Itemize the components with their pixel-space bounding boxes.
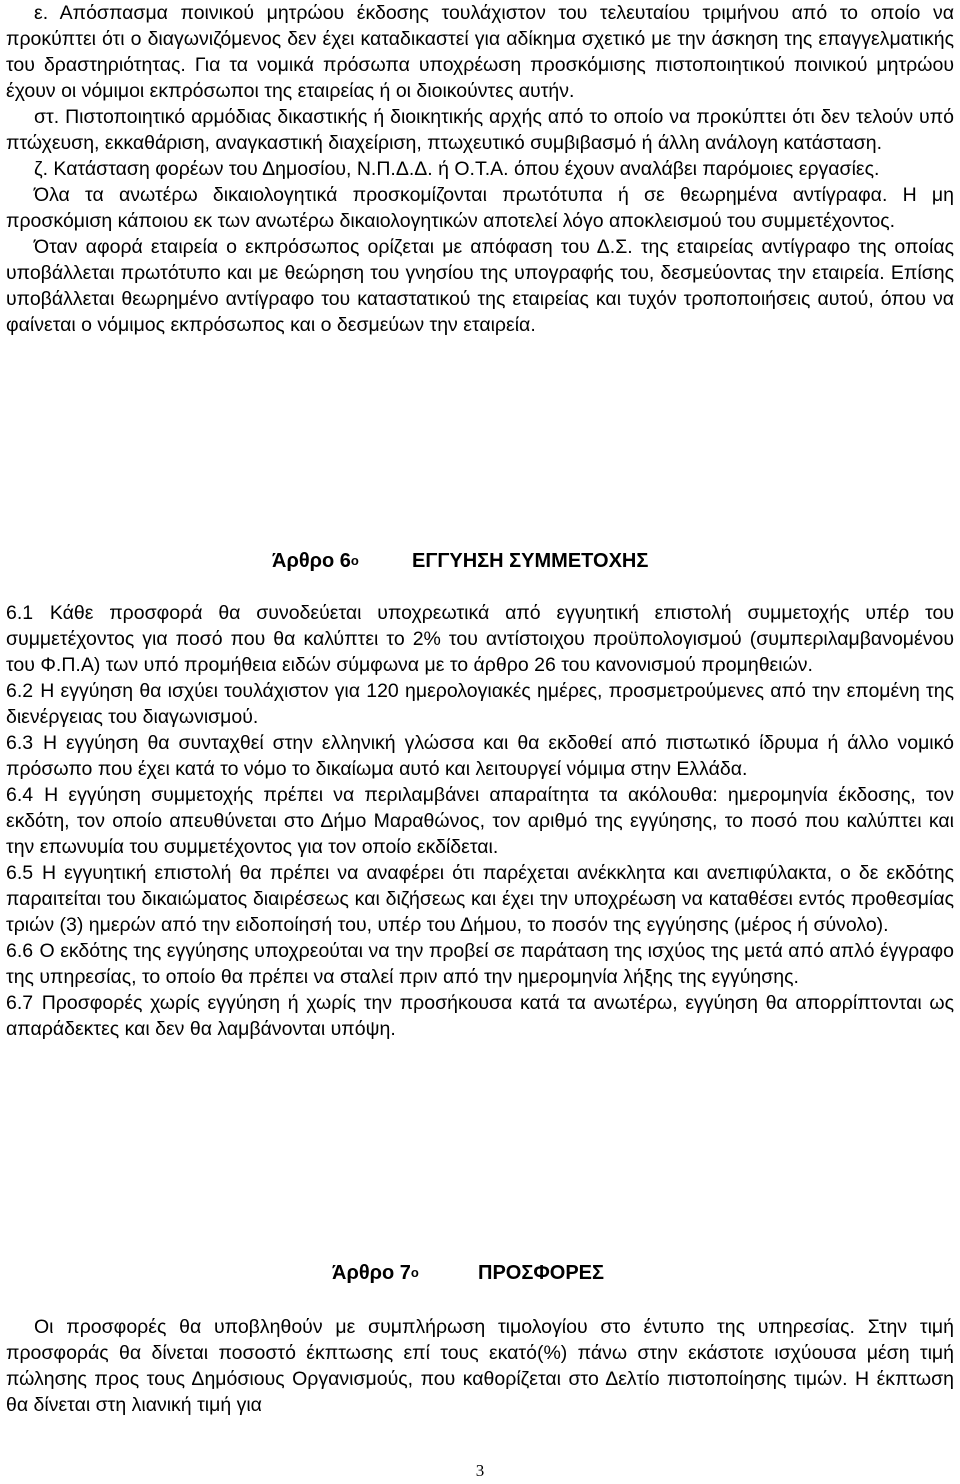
paragraph-z: ζ. Κατάσταση φορέων του Δημοσίου, Ν.Π.Δ.Δ. ή Ο.Τ.Α. όπου έχουν αναλάβει παρόμοιες εργασίες.	[34, 158, 880, 180]
article6-item: 6.7 Προσφορές χωρίς εγγύηση ή χωρίς την προσήκουσα κατά τα ανωτέρω, εγγύηση θα απορρίπτονται ως απαράδεκτες και δεν θα λαμβάνονται υπόψη.	[6, 992, 955, 1040]
article7-body	[6, 1314, 954, 1418]
paragraph-company: Όταν αφορά εταιρεία ο εκπρόσωπος ορίζεται με απόφαση του Δ.Σ. της εταιρείας αντίγραφο της οποίας υποβάλλεται πρωτότυπο και με θεώρηση του γνησίου της υπογραφής του, δεσμεύοντας την εταιρεία. Επίσης υποβάλλεται θεωρημένο αντίγραφο του καταστατικού της εταιρείας και τυχόν τροποποιήσεις αυτού, όπου να φαίνεται ο νόμιμος εκπρόσωπος και ο δεσμεύων την εταιρεία.	[6, 236, 954, 336]
article7-paragraph: Οι προσφορές θα υποβληθούν με συμπλήρωση τιμολογίου στο έντυπο της υπηρεσίας. Στην τιμή προσφοράς θα δίνεται ποσοστό έκπτωσης επί τους εκατό(%) πάνω στην εκάστοτε ισχύουσα μέση τιμή πώλησης προς τους Δημόσιους Οργανισμούς, που καθορίζεται στο Δελτίο πιστοποίησης τιμών. Η έκπτωση θα δίνεται στη λιανική τιμή για	[6, 1316, 954, 1416]
page-number: 3	[475, 1461, 485, 1480]
article6-item: 6.5 Η εγγυητική επιστολή θα πρέπει να αναφέρει ότι παρέχεται ανέκκλητα και ανεπιφύλακτα, ο δε εκδότης παραιτείται του δικαιώματος διαιρέσεως και διζήσεως και έχει την υποχρέωση να καταθέσει εντός προθεσμίας τριών (3) ημερών από την ειδοποίησή του, υπέρ του Δήμου, το ποσόν της εγγύησης (μέρος ή σύνολο).	[6, 862, 954, 936]
article7-heading	[0, 1260, 960, 1290]
article6-item: 6.4 Η εγγύηση συμμετοχής πρέπει να περιλαμβάνει απαραίτητα τα ακόλουθα: ημερομηνία έκδοσης, τον εκδότη, τον οποίο απευθύνεται στο Δήμο Μαραθώνος, τον αριθμό της εγγύησης, το ποσό που καλύπτει και την επωνυμία του συμμετέχοντος για τον οποίο εκδίδεται.	[6, 784, 954, 858]
article6-item: 6.2 Η εγγύηση θα ισχύει τουλάχιστον για 120 ημερολογιακές ημέρες, προσμετρούμενες από την επομένη της διενέργειας του διαγωνισμού.	[6, 680, 954, 728]
paragraph-st: στ. Πιστοποιητικό αρμόδιας δικαστικής ή διοικητικής αρχής από το οποίο να προκύπτει ότι δεν τελούν υπό πτώχευση, εκκαθάριση, αναγκαστική διαχείριση, πτωχευτικό συμβιβασμό ή άλλη ανάλογη κατάσταση.	[6, 106, 954, 154]
article7-label: Άρθρο 7 ο	[332, 1262, 419, 1284]
paragraph-e: ε. Απόσπασμα ποινικού μητρώου έκδοσης τουλάχιστον του τελευταίου τριμήνου από το οποίο να προκύπτει ότι ο διαγωνιζόμενος δεν έχει καταδικαστεί για αδίκημα σχετικό με την άσκηση της επαγγελματικής του δραστηριότητας. Για τα νομικά πρόσωπα υποχρέωση προσκόμισης πιστοποιητικού ποινικού μητρώου έχουν οι νόμιμοι εκπρόσωποι της εταιρείας ή οι διοικούντες αυτήν.	[6, 2, 954, 102]
article6-label: Άρθρο 6 ο	[272, 550, 359, 572]
article6-item: 6.1 Κάθε προσφορά θα συνοδεύεται υποχρεωτικά από εγγυητική επιστολή συμμετοχής υπέρ του συμμετέχοντος για ποσό που θα καλύπτει το 2% του αντίστοιχου προϋπολογισμού (συμπεριλαμβανομένου του Φ.Π.Α) των υπό προμήθεια ειδών σύμφωνα με το άρθρο 26 του κανονισμού προμηθειών.	[6, 602, 955, 676]
intro-section	[6, 0, 954, 338]
article7-title: ΠΡΟΣΦΟΡΕΣ	[478, 1262, 604, 1284]
article6-title: ΕΓΓΥΗΣΗ ΣΥΜΜΕΤΟΧΗΣ	[412, 550, 649, 572]
paragraph-originals: Όλα τα ανωτέρω δικαιολογητικά προσκομίζονται πρωτότυπα ή σε θεωρημένα αντίγραφα. Η μη προσκόμιση κάποιου εκ των ανωτέρω δικαιολογητικών αποτελεί λόγο αποκλεισμού του συμμετέχοντος.	[6, 184, 954, 232]
article6-item: 6.3 Η εγγύηση θα συνταχθεί στην ελληνική γλώσσα και θα εκδοθεί από πιστωτικό ίδρυμα ή άλλο νομικό πρόσωπο που έχει κατά το νόμο το δικαίωμα αυτό και λειτουργεί νόμιμα στην Ελλάδα.	[6, 732, 954, 780]
article6-heading	[0, 548, 960, 578]
article6-item: 6.6 Ο εκδότης της εγγύησης υποχρεούται να την προβεί σε παράταση της ισχύος της μετά από απλό έγγραφο της υπηρεσίας, το οποίο θα πρέπει να σταλεί πριν από την ημερομηνία λήξης της εγγύησης.	[6, 940, 954, 988]
article6-body	[6, 600, 954, 1042]
